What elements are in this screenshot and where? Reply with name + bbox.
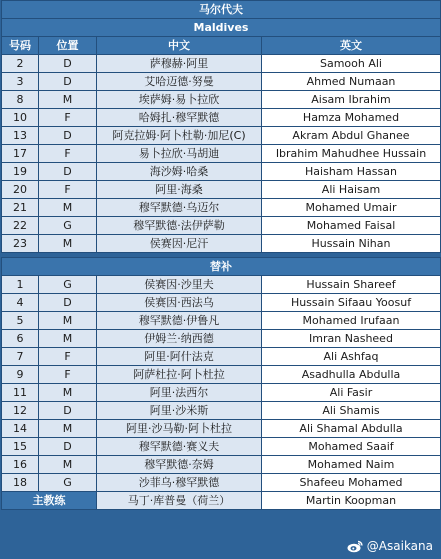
player-number: 23 (2, 235, 39, 253)
player-position: F (39, 181, 97, 199)
player-name-cn: 穆罕默德·乌迈尔 (97, 199, 262, 217)
player-name-cn: 海沙姆·哈桑 (97, 163, 262, 181)
player-row (2, 348, 441, 366)
player-name-en: Asadhulla Abdulla (262, 366, 441, 384)
player-number: 9 (2, 366, 39, 384)
player-name-cn: 阿克拉姆·阿卜杜勒·加尼(C) (97, 127, 262, 145)
player-name-cn: 穆罕默德·赛义夫 (97, 438, 262, 456)
player-row (2, 402, 441, 420)
player-name-cn: 阿里·沙马勒·阿卜杜拉 (97, 420, 262, 438)
player-name-en: Shafeeu Mohamed (262, 474, 441, 492)
player-number: 13 (2, 127, 39, 145)
header-english-name: 英文 (262, 37, 441, 55)
player-position: G (39, 276, 97, 294)
player-row (2, 145, 441, 163)
weibo-icon (347, 540, 363, 553)
player-number: 14 (2, 420, 39, 438)
player-row (2, 438, 441, 456)
player-row (2, 217, 441, 235)
player-position: F (39, 109, 97, 127)
player-position: F (39, 145, 97, 163)
player-name-cn: 阿萨杜拉·阿卜杜拉 (97, 366, 262, 384)
player-name-cn: 伊姆兰·纳西德 (97, 330, 262, 348)
player-position: D (39, 438, 97, 456)
coach-row (2, 492, 441, 510)
player-name-cn: 穆罕默德·法伊萨勒 (97, 217, 262, 235)
player-position: M (39, 330, 97, 348)
team-title: 马尔代夫 (2, 1, 441, 19)
player-number: 18 (2, 474, 39, 492)
player-name-en: Ali Shamal Abdulla (262, 420, 441, 438)
player-number: 3 (2, 73, 39, 91)
player-name-en: Hussain Sifaau Yoosuf (262, 294, 441, 312)
player-name-cn: 易卜拉欣·马胡迪 (97, 145, 262, 163)
player-row (2, 73, 441, 91)
player-name-cn: 阿里·沙米斯 (97, 402, 262, 420)
player-name-en: Mohamed Faisal (262, 217, 441, 235)
player-number: 17 (2, 145, 39, 163)
header-chinese-name: 中文 (97, 37, 262, 55)
player-number: 16 (2, 456, 39, 474)
coach-name-en: Martin Koopman (262, 492, 441, 510)
player-position: G (39, 474, 97, 492)
player-name-cn: 侯赛因·尼汗 (97, 235, 262, 253)
substitutes-label: 替补 (2, 258, 441, 276)
player-name-en: Haisham Hassan (262, 163, 441, 181)
player-position: D (39, 294, 97, 312)
player-number: 8 (2, 91, 39, 109)
player-name-en: Ibrahim Mahudhee Hussain (262, 145, 441, 163)
player-name-cn: 萨穆赫·阿里 (97, 55, 262, 73)
player-name-cn: 埃萨姆·易卜拉欣 (97, 91, 262, 109)
player-row (2, 456, 441, 474)
player-name-en: Samooh Ali (262, 55, 441, 73)
player-position: M (39, 456, 97, 474)
player-position: D (39, 402, 97, 420)
player-name-en: Ali Haisam (262, 181, 441, 199)
player-name-cn: 哈姆扎·穆罕默德 (97, 109, 262, 127)
player-position: M (39, 91, 97, 109)
player-row (2, 235, 441, 253)
player-name-en: Hamza Mohamed (262, 109, 441, 127)
player-row (2, 474, 441, 492)
player-position: F (39, 348, 97, 366)
player-name-en: Mohamed Saaif (262, 438, 441, 456)
player-number: 20 (2, 181, 39, 199)
player-name-en: Ali Fasir (262, 384, 441, 402)
player-name-cn: 穆罕默德·奈姆 (97, 456, 262, 474)
player-row (2, 127, 441, 145)
player-position: M (39, 235, 97, 253)
player-row (2, 181, 441, 199)
coach-name-cn: 马丁·库普曼（荷兰） (97, 492, 262, 510)
player-name-en: Mohamed Irufaan (262, 312, 441, 330)
roster-table (1, 0, 441, 510)
player-row (2, 384, 441, 402)
player-number: 19 (2, 163, 39, 181)
player-position: D (39, 55, 97, 73)
player-number: 12 (2, 402, 39, 420)
player-position: M (39, 199, 97, 217)
player-row (2, 294, 441, 312)
player-row (2, 109, 441, 127)
player-name-cn: 阿里·阿什法克 (97, 348, 262, 366)
player-number: 6 (2, 330, 39, 348)
player-name-en: Mohamed Umair (262, 199, 441, 217)
player-name-en: Imran Nasheed (262, 330, 441, 348)
header-position: 位置 (39, 37, 97, 55)
player-row (2, 366, 441, 384)
player-number: 11 (2, 384, 39, 402)
player-row (2, 55, 441, 73)
player-name-en: Akram Abdul Ghanee (262, 127, 441, 145)
player-number: 22 (2, 217, 39, 235)
player-name-cn: 侯赛因·沙里夫 (97, 276, 262, 294)
player-number: 2 (2, 55, 39, 73)
substitutes-header-row (2, 258, 441, 276)
watermark-text: @Asaikana (366, 539, 433, 553)
player-number: 15 (2, 438, 39, 456)
watermark (347, 539, 433, 553)
player-name-cn: 阿里·海桑 (97, 181, 262, 199)
player-number: 1 (2, 276, 39, 294)
player-position: M (39, 384, 97, 402)
player-position: D (39, 127, 97, 145)
player-name-en: Hussain Shareef (262, 276, 441, 294)
player-row (2, 199, 441, 217)
player-row (2, 312, 441, 330)
player-position: D (39, 163, 97, 181)
player-position: F (39, 366, 97, 384)
player-row (2, 163, 441, 181)
player-name-cn: 艾哈迈德·努曼 (97, 73, 262, 91)
player-position: D (39, 73, 97, 91)
player-number: 21 (2, 199, 39, 217)
header-number: 号码 (2, 37, 39, 55)
coach-label: 主教练 (2, 492, 97, 510)
player-name-en: Aisam Ibrahim (262, 91, 441, 109)
column-header-row (2, 37, 441, 55)
player-row (2, 276, 441, 294)
player-position: M (39, 420, 97, 438)
player-row (2, 330, 441, 348)
player-name-en: Ali Shamis (262, 402, 441, 420)
player-number: 7 (2, 348, 39, 366)
player-row (2, 91, 441, 109)
player-position: M (39, 312, 97, 330)
player-row (2, 420, 441, 438)
player-name-en: Mohamed Naim (262, 456, 441, 474)
player-name-cn: 侯赛因·西法乌 (97, 294, 262, 312)
player-number: 5 (2, 312, 39, 330)
player-position: G (39, 217, 97, 235)
player-name-en: Ali Ashfaq (262, 348, 441, 366)
player-number: 4 (2, 294, 39, 312)
player-name-en: Ahmed Numaan (262, 73, 441, 91)
player-name-cn: 阿里·法西尔 (97, 384, 262, 402)
player-number: 10 (2, 109, 39, 127)
player-name-cn: 沙菲乌·穆罕默德 (97, 474, 262, 492)
player-name-cn: 穆罕默德·伊鲁凡 (97, 312, 262, 330)
team-subtitle: Maldives (2, 19, 441, 37)
player-name-en: Hussain Nihan (262, 235, 441, 253)
